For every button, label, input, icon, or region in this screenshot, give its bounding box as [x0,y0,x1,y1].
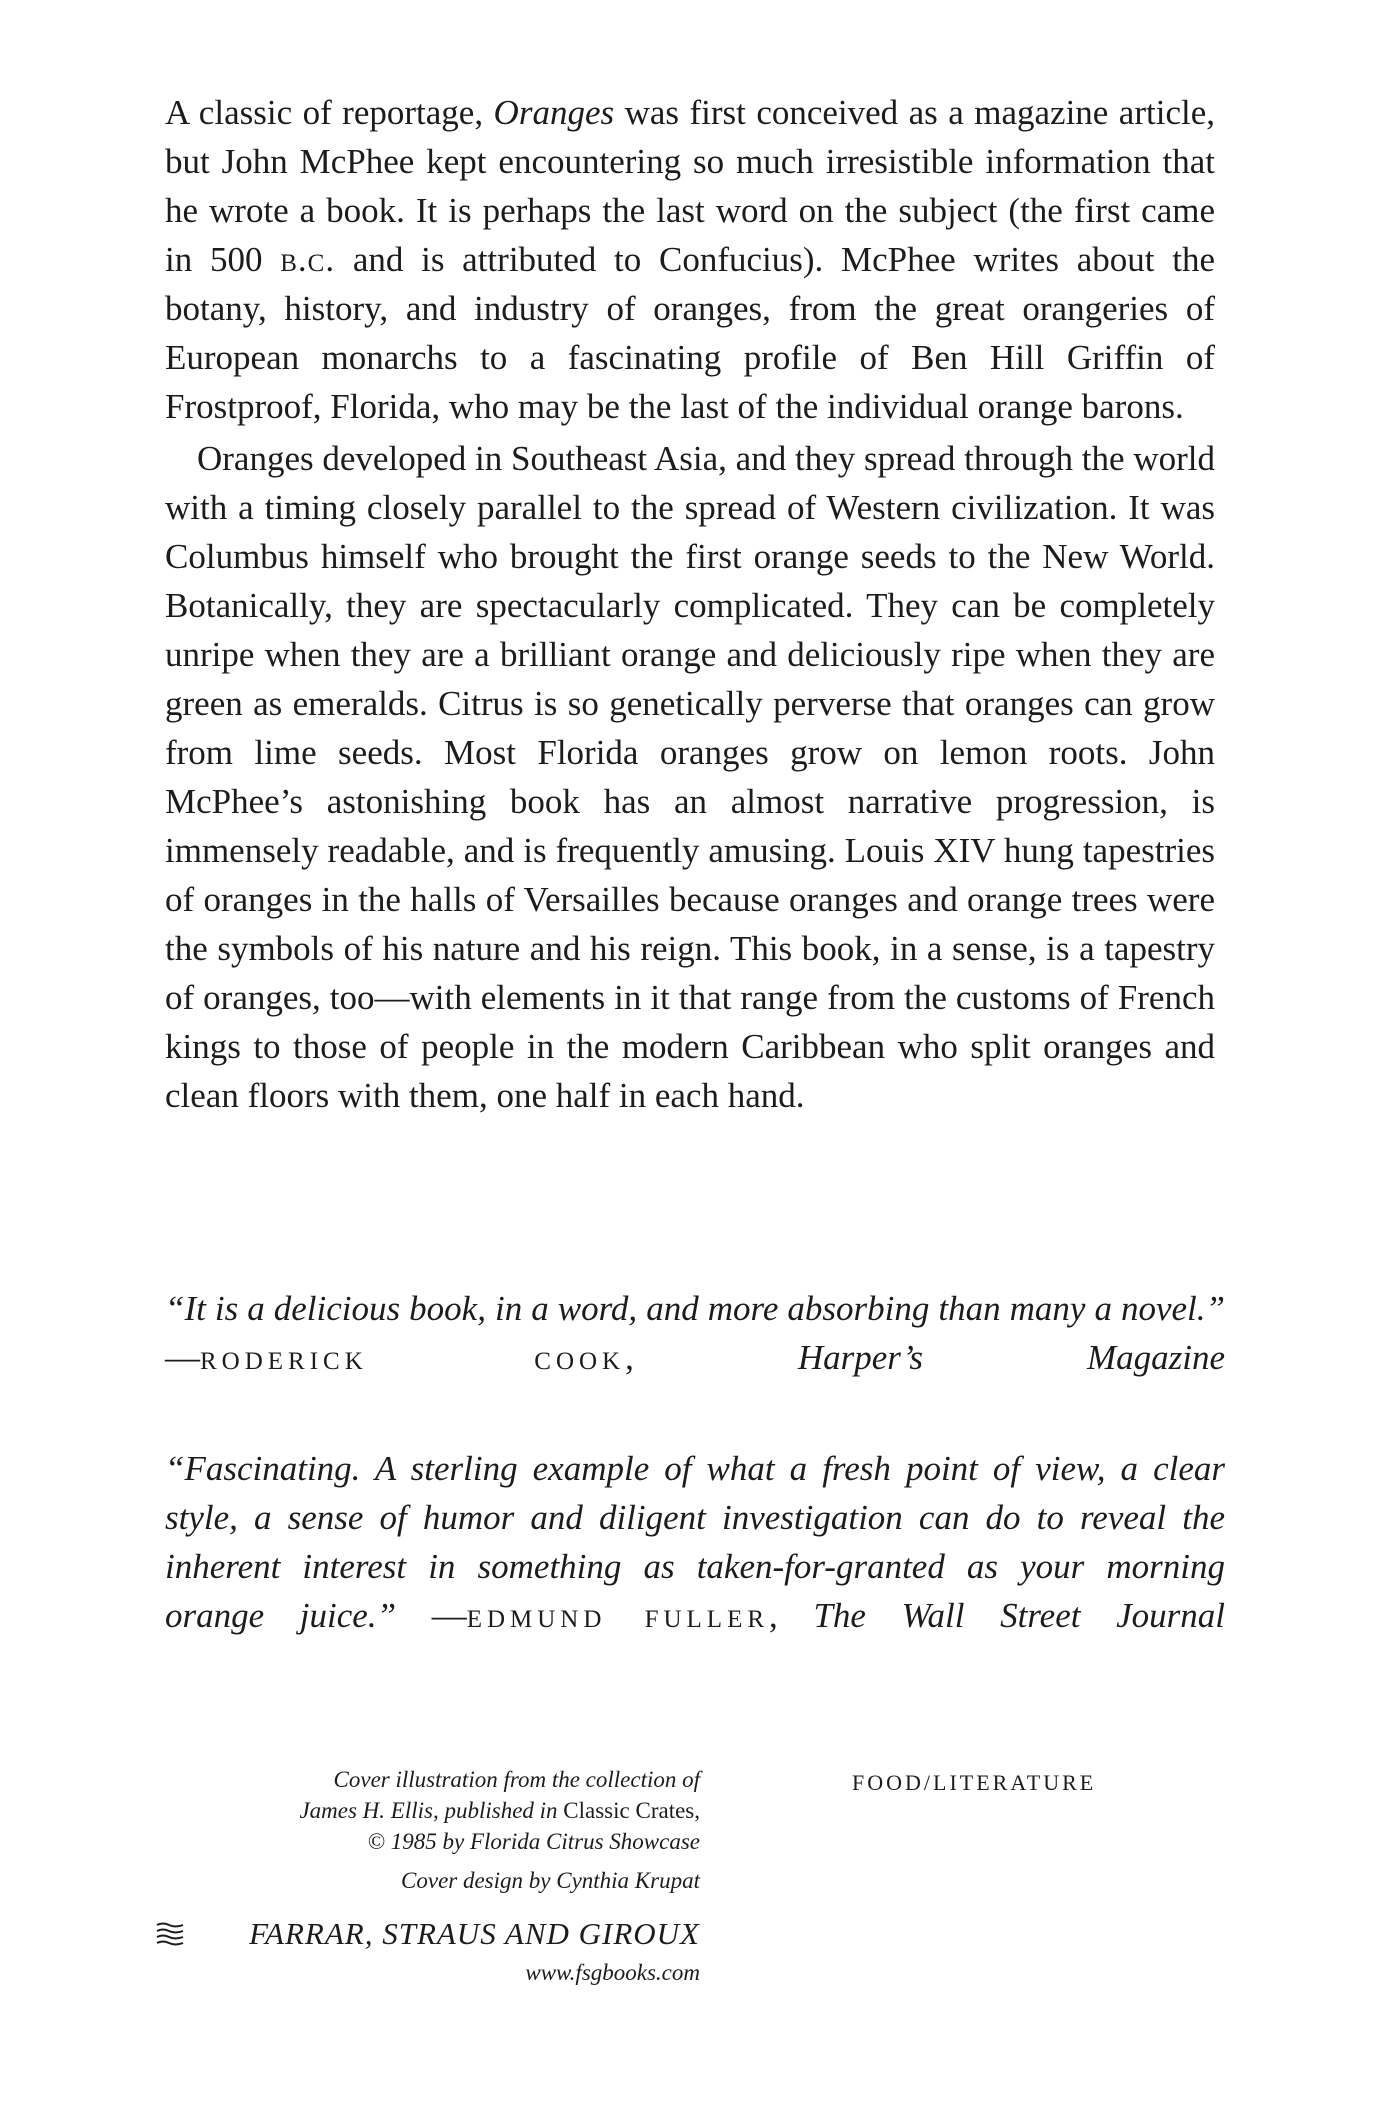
quote-2-text: “Fascinating. A sterling example of what a fresh point of view, a clear style, a sense of humor and diligent investigation can do to reveal the inherent interest in something as taken-for-granted as your morning orange juice.” [165,1449,1225,1635]
publisher-imprint [155,1916,700,1952]
p1-mid: was first conceived as a magazine article, but John McPhee kept encountering so much irresistible information that he wrote a book. It is perhaps the last word on the subject (the first came in 500 [165,93,1215,279]
p1-end: and is attributed to Confucius). McPhee writes about the botany, history, and industry of oranges, from the great orangeries of European monarchs to a fascinating profile of Ben Hill Griffin of Frostproof, Florida, who may be the last of the individual orange barons. [165,240,1215,426]
credits-line-2a: James H. Ellis, published in [299,1798,564,1823]
description-paragraph-2: Oranges developed in Southeast Asia, and they spread through the world with a timing closely parallel to the spread of Western civilization. It was Columbus himself who brought the first orange seeds to the New World. Botanically, they are spectacularly complicated. They can be completely unripe when they are a brilliant orange and deliciously ripe when they are green as emeralds. Citrus is so genetically perverse that oranges can grow from lime seeds. Most Florida oranges grow on lemon roots. John McPhee’s astonishing book has an almost narrative progression, is immensely readable, and is frequently amusing. Louis XIV hung tapestries of oranges in the halls of Versailles because oranges and orange trees were the symbols of his nature and his reign. This book, in a sense, is a tapestry of oranges, too—with elements in it that range from the customs of French kings to those of people in the modern Caribbean who split oranges and clean floors with them, one half in each hand. [165,439,1215,1115]
quote-1-publication: Harper’s Magazine [797,1338,1226,1377]
cover-credits [240,1764,700,1857]
fsg-fish-logo-icon [155,1921,185,1947]
description-block [165,88,1215,1120]
credits-line-2b: Classic Crates, [563,1798,700,1823]
p1-prefix: A classic of reportage, [165,93,494,132]
quote-2-author: EDMUND FULLER [466,1606,770,1633]
blurb-quote-1 [155,1284,1225,1386]
quote-1-text: “It is a delicious book, in a word, and more absorbing than many a novel.” [165,1289,1225,1328]
quote-2-sep: , [769,1596,814,1635]
quote-1-author: RODERICK COOK [200,1348,626,1375]
credits-line-3: © 1985 by Florida Citrus Showcase [367,1829,700,1854]
cover-design-credit: Cover design by Cynthia Krupat [401,1868,700,1893]
bc-small-caps: b.c. [280,240,336,279]
quote-2-dash: — [431,1596,467,1635]
credits-line-2 [240,1795,700,1826]
quote-1-dash: — [165,1338,200,1377]
blurb-quote-2 [155,1444,1225,1644]
quote-1-sep: , [625,1338,798,1377]
category-label: FOOD/LITERATURE [852,1770,1097,1795]
book-title-italic: Oranges [493,93,615,132]
credits-line-1: Cover illustration from the collection of [333,1767,700,1792]
quote-2-publication: The Wall Street Journal [813,1596,1226,1635]
publisher-website[interactable]: www.fsgbooks.com [525,1960,700,1985]
description-paragraph-1 [165,88,1215,431]
publisher-name: FARRAR, STRAUS AND GIROUX [249,1916,700,1951]
